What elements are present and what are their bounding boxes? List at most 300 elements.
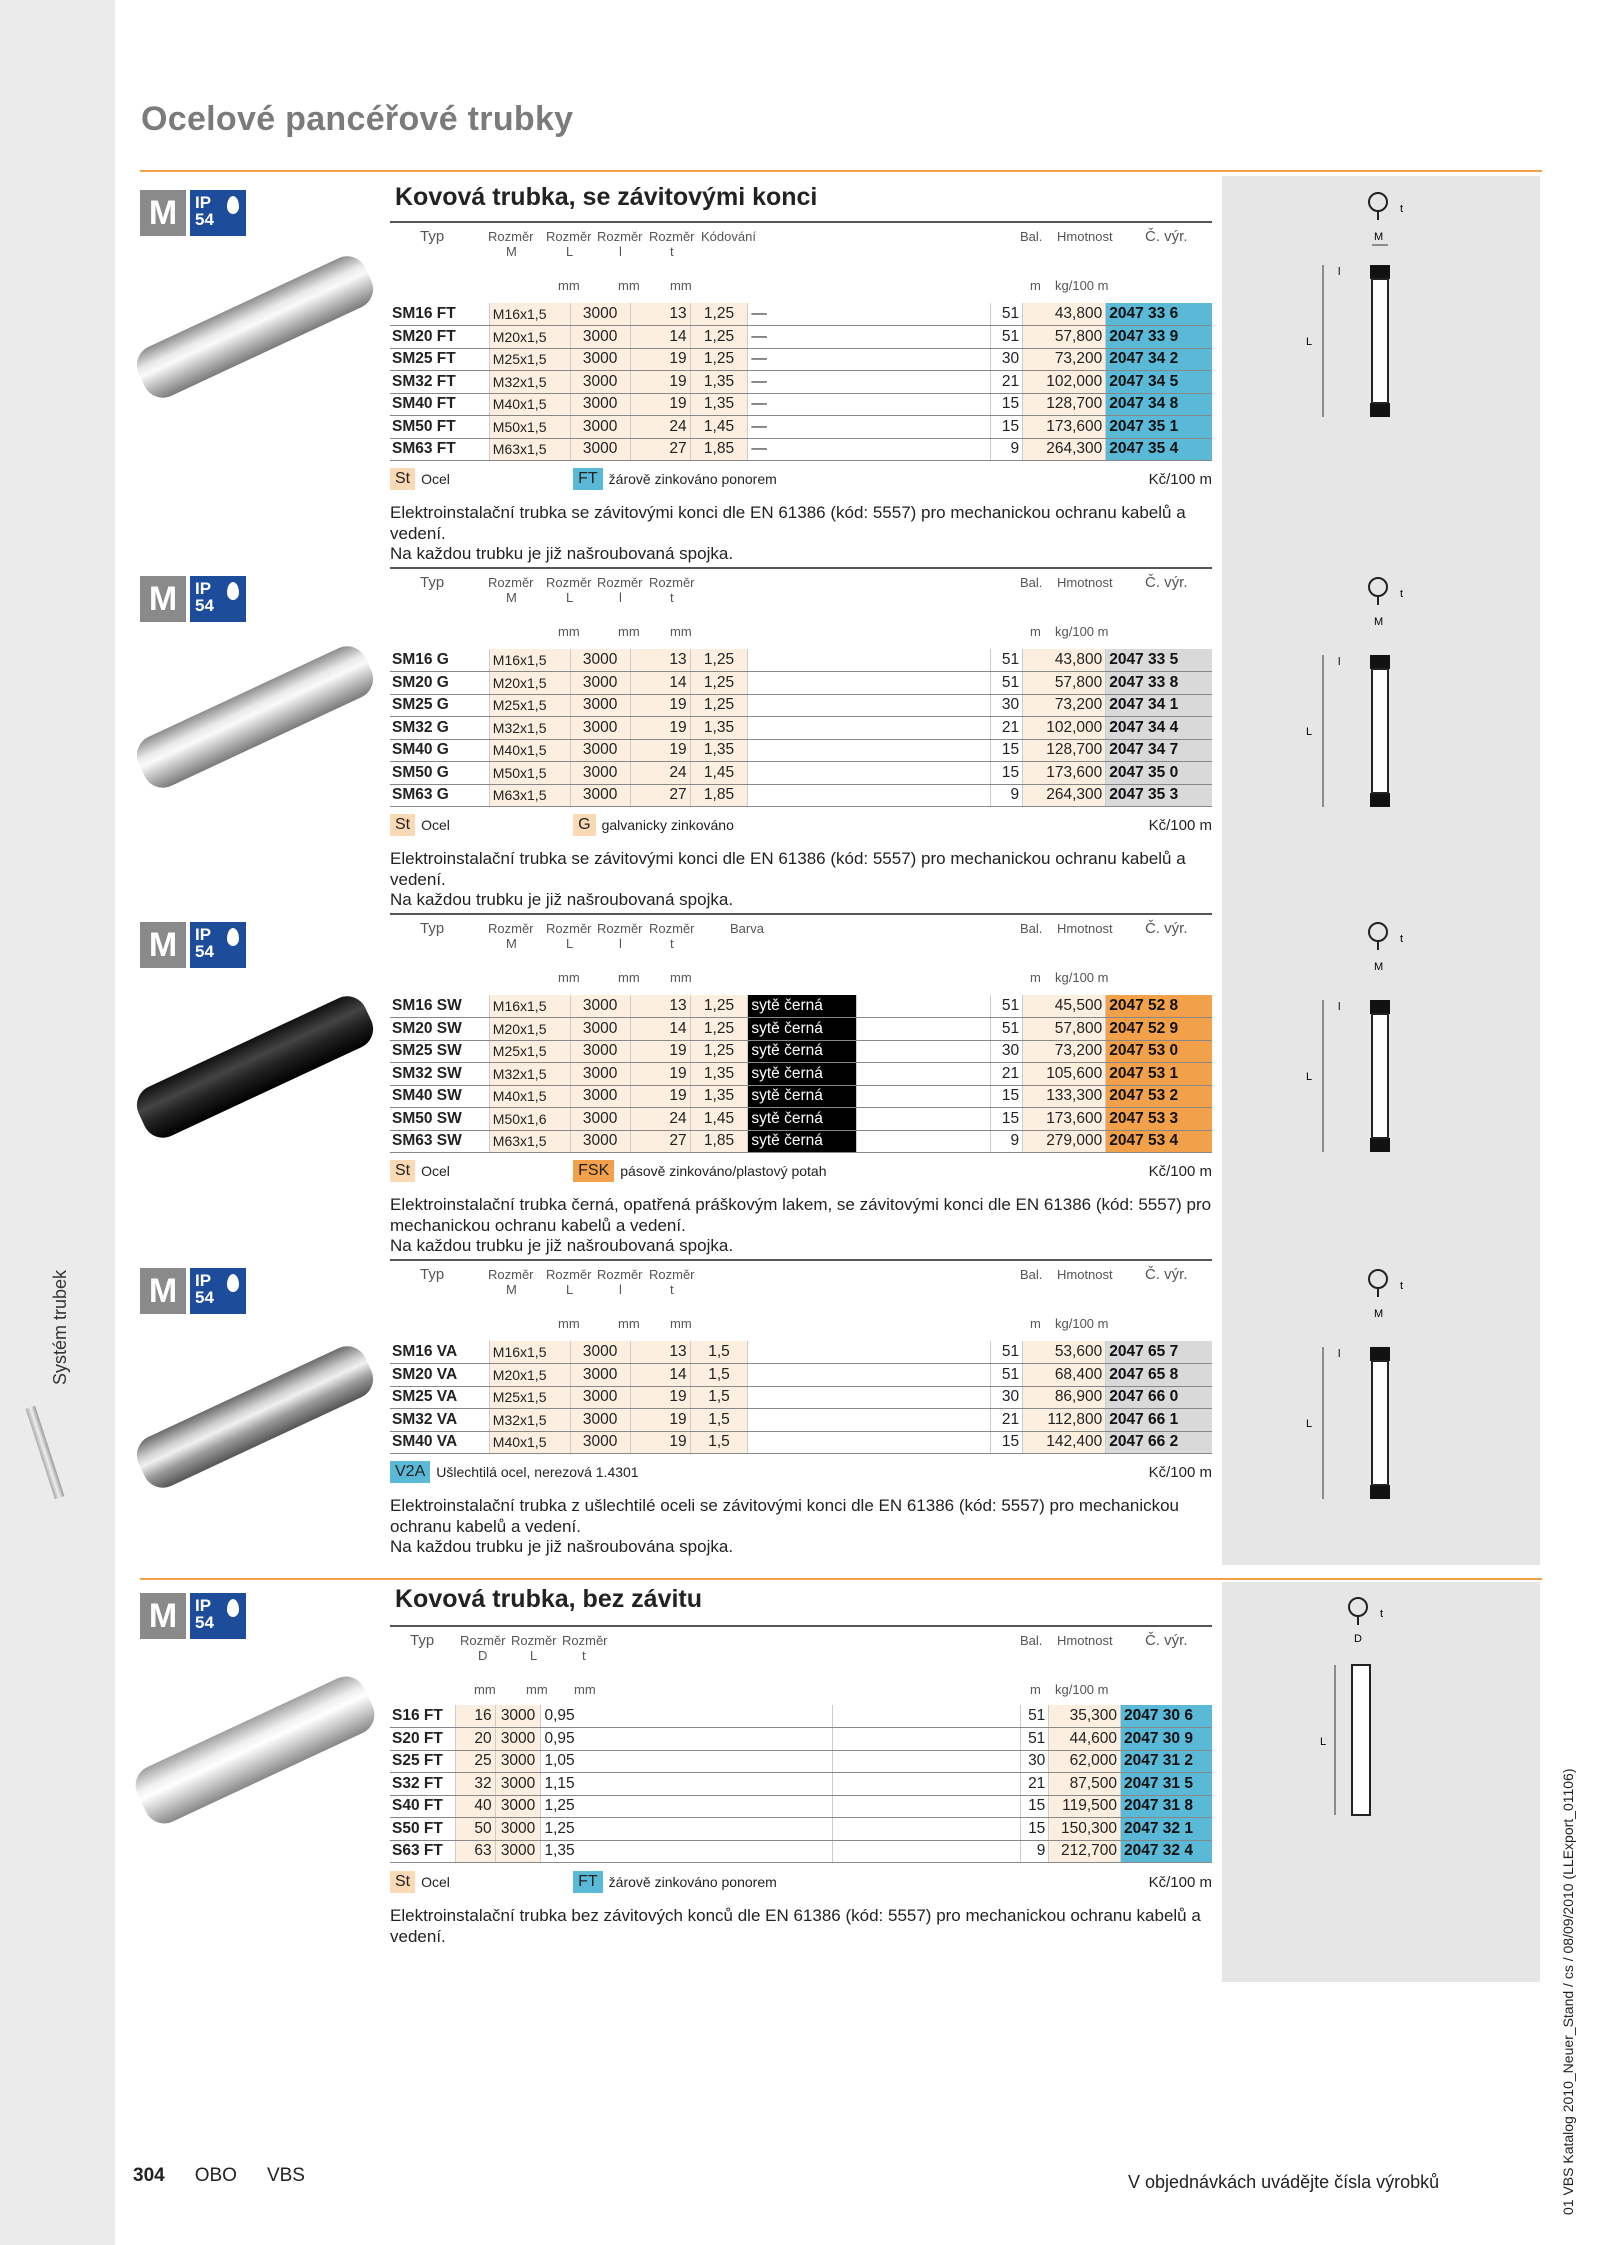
table-row (390, 1728, 1212, 1751)
table-cell: 51 (990, 1341, 1022, 1364)
table-cell: 3000 (495, 1795, 541, 1818)
table-cell: 43,800 (1023, 303, 1106, 326)
material-tag: St (390, 1871, 415, 1893)
table-cell: 128,700 (1023, 739, 1106, 762)
m-badge: M (140, 576, 186, 622)
price-unit: Kč/100 m (1148, 470, 1212, 488)
table-cell (832, 1840, 1021, 1863)
table-cell: — (748, 416, 990, 439)
table-cell: 3000 (570, 1341, 630, 1364)
table-cell: — (748, 393, 990, 416)
material-label: Ocel (421, 471, 450, 487)
m-badge: M (140, 1593, 186, 1639)
table-cell: 21 (990, 1063, 1022, 1086)
table-cell: 15 (990, 739, 1022, 762)
table-cell: 2047 33 8 (1106, 672, 1212, 695)
table-cell: 51 (1021, 1728, 1049, 1751)
table-cell: M16x1,5 (489, 995, 570, 1018)
table-cell: M32x1,5 (489, 371, 570, 394)
table-cell: M20x1,5 (489, 672, 570, 695)
table-cell: M40x1,5 (489, 393, 570, 416)
table-cell: 51 (990, 1018, 1022, 1041)
table-cell: 1,35 (690, 717, 748, 740)
table-cell: 3000 (495, 1773, 541, 1796)
m-badge: M (140, 922, 186, 968)
catalog-note: 01 VBS Katalog 2010_Neuer_Stand / cs / 08/09/2010 (LLExport_01106) (1560, 1768, 1576, 2215)
table-cell: 15 (1021, 1818, 1049, 1841)
table-cell: 1,25 (690, 1018, 748, 1041)
table-cell: 2047 53 1 (1106, 1063, 1212, 1086)
table-cell: 57,800 (1023, 1018, 1106, 1041)
table-cell: 1,5 (690, 1386, 748, 1409)
table-row (390, 1409, 1212, 1432)
table-cell: 15 (990, 762, 1022, 785)
table-cell (856, 995, 990, 1018)
table-row (390, 649, 1212, 672)
table-cell: 1,35 (541, 1840, 832, 1863)
table-cell: 112,800 (1023, 1409, 1106, 1432)
table-cell: sytě černá (748, 1063, 857, 1086)
table-cell (748, 762, 990, 785)
description: Elektroinstalační trubka z ušlechtilé oceli se závitovými konci dle EN 61386 (kód: 5557) pro mechanickou ochranu kabelů a vedení. Na každou trubku je již našroubována spojka. (390, 1496, 1180, 1556)
table-cell: 19 (630, 1085, 690, 1108)
table-cell: 2047 34 4 (1106, 717, 1212, 740)
table-cell: 128,700 (1023, 393, 1106, 416)
table-cell: 73,200 (1023, 348, 1106, 371)
ip-badge: IP 54 (190, 576, 246, 622)
table-cell: M25x1,5 (489, 1040, 570, 1063)
table-row (390, 717, 1212, 740)
table-cell: 1,25 (690, 326, 748, 349)
table-cell: M40x1,5 (489, 1431, 570, 1454)
pipe-image-g (130, 640, 379, 795)
table-cell: 2047 65 7 (1106, 1341, 1212, 1364)
table-cell: 1,5 (690, 1431, 748, 1454)
table-cell: 3000 (570, 1018, 630, 1041)
table-cell: 51 (990, 649, 1022, 672)
table-cell: 19 (630, 371, 690, 394)
table-cell: SM40 FT (390, 393, 489, 416)
table-cell: 2047 52 8 (1106, 995, 1212, 1018)
table-cell: M63x1,5 (489, 784, 570, 807)
table-cell: SM16 SW (390, 995, 489, 1018)
finish-tag: G (573, 814, 595, 836)
table-cell: 3000 (570, 393, 630, 416)
table-cell: SM40 SW (390, 1085, 489, 1108)
table-cell: — (748, 326, 990, 349)
table-cell: 19 (630, 717, 690, 740)
table-cell: SM63 FT (390, 438, 489, 461)
table-cell: 2047 35 3 (1106, 784, 1212, 807)
table-cell: 1,25 (690, 694, 748, 717)
dim-l: L (1320, 1736, 1327, 1748)
table-cell: 3000 (570, 1130, 630, 1153)
table-cell: M63x1,5 (489, 1130, 570, 1153)
footer-left (133, 2165, 305, 2187)
table-row (390, 762, 1212, 785)
table-cell: 19 (630, 393, 690, 416)
table-cell: 21 (990, 717, 1022, 740)
technical-drawing (1290, 915, 1440, 1175)
table-cell: SM20 VA (390, 1364, 489, 1387)
table-cell: 1,85 (690, 438, 748, 461)
description: Elektroinstalační trubka se závitovými konci dle EN 61386 (kód: 5557) pro mechanickou ochranu kabelů a vedení. Na každou trubku je již našroubovaná spojka. (390, 849, 1186, 909)
table-row (390, 1018, 1212, 1041)
price-unit: Kč/100 m (1148, 1162, 1212, 1180)
dim-t: t (1400, 588, 1404, 600)
table-row (390, 1840, 1212, 1863)
table-cell: 1,35 (690, 371, 748, 394)
water-drop-icon (227, 1599, 239, 1617)
table-cell: 2047 31 8 (1121, 1795, 1213, 1818)
table-cell: SM63 SW (390, 1130, 489, 1153)
table-row (390, 1750, 1212, 1773)
table-cell: 3000 (570, 348, 630, 371)
legend-row (390, 1871, 1212, 1893)
pipe-image-va (130, 1340, 379, 1495)
table-cell: M63x1,5 (489, 438, 570, 461)
table-cell: 2047 33 5 (1106, 649, 1212, 672)
table-cell: M20x1,5 (489, 1018, 570, 1041)
table-cell (748, 694, 990, 717)
table-cell: 105,600 (1023, 1063, 1106, 1086)
table-cell: 15 (990, 1431, 1022, 1454)
product-badge (140, 190, 246, 236)
table-cell: 2047 33 9 (1106, 326, 1212, 349)
table-cell: 2047 35 1 (1106, 416, 1212, 439)
table-row (390, 1386, 1212, 1409)
table-cell (748, 784, 990, 807)
table-cell: S16 FT (390, 1705, 456, 1728)
dim-t: t (1400, 933, 1404, 945)
water-drop-icon (227, 196, 239, 214)
table-header: Typ Rozměr M Rozměr L Rozměr l Rozměr t Bal. Hmotnost Č. výr. mm mm mm m kg/100 m (420, 1266, 1188, 1331)
table-row (390, 1108, 1212, 1131)
table-cell: 2047 66 1 (1106, 1409, 1212, 1432)
table-cell: 3000 (570, 1063, 630, 1086)
table-cell: 0,95 (541, 1705, 832, 1728)
dim-l: L (1306, 1071, 1313, 1083)
table-cell: SM32 SW (390, 1063, 489, 1086)
table-cell: 1,5 (690, 1341, 748, 1364)
table-cell: 3000 (570, 995, 630, 1018)
table-cell: 14 (630, 1018, 690, 1041)
table-cell: M25x1,5 (489, 694, 570, 717)
table-cell: 3000 (570, 1108, 630, 1131)
table-cell: 0,95 (541, 1728, 832, 1751)
table-header: Typ Rozměr M Rozměr L Rozměr l Rozměr t Bal. Hmotnost Č. výr. mm mm mm m kg/100 m (420, 574, 1188, 639)
table-cell: 86,900 (1023, 1386, 1106, 1409)
table-cell: M20x1,5 (489, 1364, 570, 1387)
table-cell: 14 (630, 326, 690, 349)
table-cell: 1,25 (541, 1818, 832, 1841)
table-cell: M40x1,5 (489, 739, 570, 762)
dim-m: M (1374, 231, 1384, 243)
table-cell: SM32 FT (390, 371, 489, 394)
table-row (390, 348, 1212, 371)
table-cell: 51 (990, 303, 1022, 326)
table-cell: M16x1,5 (489, 649, 570, 672)
table-cell: M25x1,5 (489, 348, 570, 371)
table-cell: 3000 (570, 326, 630, 349)
table-cell: 173,600 (1023, 416, 1106, 439)
table-cell (748, 672, 990, 695)
table-cell: 3000 (570, 1409, 630, 1432)
table-cell: 24 (630, 416, 690, 439)
table-cell: 14 (630, 672, 690, 695)
table-header: Typ Rozměr M Rozměr L Rozměr l Rozměr t Kódování Bal. Hmotnost Č. výr. mm mm mm m kg/100 m (420, 228, 1188, 293)
table-cell: 19 (630, 694, 690, 717)
table-cell: — (748, 348, 990, 371)
table-cell: 9 (1021, 1840, 1049, 1863)
product-table (390, 649, 1212, 807)
table-cell (832, 1750, 1021, 1773)
material-tag: St (390, 1160, 415, 1182)
table-cell: 21 (1021, 1773, 1049, 1796)
table-cell: SM25 VA (390, 1386, 489, 1409)
table-cell: 3000 (570, 371, 630, 394)
technical-drawing (1290, 185, 1440, 445)
table-cell (832, 1773, 1021, 1796)
table-cell: 1,25 (541, 1795, 832, 1818)
table-cell: 19 (630, 348, 690, 371)
table-cell: 19 (630, 1063, 690, 1086)
page-title: Ocelové pancéřové trubky (141, 100, 574, 138)
table-cell: 1,25 (690, 672, 748, 695)
table-cell: 1,35 (690, 739, 748, 762)
table-cell: 87,500 (1049, 1773, 1121, 1796)
table-row (390, 371, 1212, 394)
dim-l: L (1306, 336, 1313, 348)
table-cell: 173,600 (1023, 1108, 1106, 1131)
dim-m: M (1374, 1308, 1384, 1320)
table-cell: 57,800 (1023, 326, 1106, 349)
table-row (390, 1085, 1212, 1108)
header-rule (390, 1625, 1212, 1627)
finish-tag: FT (573, 468, 603, 490)
table-row (390, 1773, 1212, 1796)
table-cell: SM32 G (390, 717, 489, 740)
product-badge (140, 1268, 246, 1314)
table-cell: 16 (456, 1705, 495, 1728)
table-cell: 73,200 (1023, 1040, 1106, 1063)
water-drop-icon (227, 582, 239, 600)
table-cell: 51 (990, 1364, 1022, 1387)
table-cell: M32x1,5 (489, 1063, 570, 1086)
table-row (390, 784, 1212, 807)
table-cell: 19 (630, 1431, 690, 1454)
table-cell (748, 649, 990, 672)
table-cell: sytě černá (748, 1130, 857, 1153)
table-cell: 2047 35 4 (1106, 438, 1212, 461)
product-badge (140, 922, 246, 968)
table-cell: 73,200 (1023, 694, 1106, 717)
table-cell: 25 (456, 1750, 495, 1773)
dim-d: D (1354, 1633, 1362, 1645)
table-cell: 13 (630, 995, 690, 1018)
section-rule (140, 1578, 1542, 1580)
description: Elektroinstalační trubka černá, opatřená práškovým lakem, se závitovými konci dle EN 61386 (kód: 5557) pro mechanickou ochranu kabelů a vedení. Na každou trubku je již našroubovaná spojka. (390, 1195, 1212, 1255)
material-tag: V2A (390, 1461, 430, 1483)
dim-m: M (1374, 616, 1384, 628)
table-row (390, 995, 1212, 1018)
table-cell: 1,25 (690, 1040, 748, 1063)
table-cell: 68,400 (1023, 1364, 1106, 1387)
pipe-image-ft (130, 250, 379, 405)
table-cell: SM25 G (390, 694, 489, 717)
table-row (390, 1130, 1212, 1153)
table-cell (856, 1040, 990, 1063)
price-unit: Kč/100 m (1148, 816, 1212, 834)
table-cell: — (748, 371, 990, 394)
table-cell: 1,45 (690, 1108, 748, 1131)
table-row (390, 1341, 1212, 1364)
table-cell: 50 (456, 1818, 495, 1841)
finish-label: žárově zinkováno ponorem (608, 1874, 777, 1890)
table-row (390, 672, 1212, 695)
table-cell (748, 1431, 990, 1454)
table-cell: 2047 34 1 (1106, 694, 1212, 717)
table-cell: 212,700 (1049, 1840, 1121, 1863)
finish-label: žárově zinkováno ponorem (608, 471, 777, 487)
table-cell: SM32 VA (390, 1409, 489, 1432)
header-rule (390, 567, 1212, 569)
table-cell: 2047 31 2 (1121, 1750, 1213, 1773)
table-cell: 2047 65 8 (1106, 1364, 1212, 1387)
table-cell: 13 (630, 649, 690, 672)
dim-i: l (1338, 1001, 1341, 1013)
table-cell (856, 1108, 990, 1131)
table-cell: 9 (990, 784, 1022, 807)
section-title: Kovová trubka, se závitovými konci (395, 183, 818, 211)
footer-note: V objednávkách uvádějte čísla výrobků (1128, 2172, 1440, 2192)
finish-tag: FT (573, 1871, 603, 1893)
table-cell: 3000 (570, 694, 630, 717)
table-cell (748, 1409, 990, 1432)
table-cell: 15 (990, 1085, 1022, 1108)
table-cell: 1,15 (541, 1773, 832, 1796)
table-cell: 3000 (495, 1728, 541, 1751)
technical-drawing (1290, 570, 1440, 830)
price-unit: Kč/100 m (1148, 1873, 1212, 1891)
footer-brand: VBS (266, 2165, 305, 2186)
header-rule (390, 1259, 1212, 1261)
table-cell: 1,45 (690, 762, 748, 785)
table-cell: 1,35 (690, 1085, 748, 1108)
table-cell: 2047 30 9 (1121, 1728, 1213, 1751)
table-cell: 30 (990, 1386, 1022, 1409)
legend-row (390, 1461, 1212, 1483)
table-cell: 1,35 (690, 1063, 748, 1086)
table-cell: 9 (990, 1130, 1022, 1153)
dim-t: t (1380, 1608, 1384, 1620)
product-table (390, 1705, 1212, 1863)
table-cell: sytě černá (748, 1018, 857, 1041)
left-sidebar (0, 0, 115, 2245)
section-title: Kovová trubka, bez závitu (395, 1585, 703, 1613)
table-cell: 2047 34 5 (1106, 371, 1212, 394)
table-cell: 3000 (570, 717, 630, 740)
table-cell: 2047 30 6 (1121, 1705, 1213, 1728)
table-cell: SM16 VA (390, 1341, 489, 1364)
dim-t: t (1400, 203, 1404, 215)
table-cell: 27 (630, 438, 690, 461)
table-cell: 119,500 (1049, 1795, 1121, 1818)
finish-label: pásově zinkováno/plastový potah (620, 1163, 827, 1179)
table-cell: SM40 VA (390, 1431, 489, 1454)
table-header: Typ Rozměr D Rozměr L Rozměr t Bal. Hmotnost Č. výr. mm mm mm m kg/100 m (410, 1632, 1188, 1697)
table-cell: S32 FT (390, 1773, 456, 1796)
table-cell: 150,300 (1049, 1818, 1121, 1841)
table-cell: 15 (990, 416, 1022, 439)
material-label: Ocel (421, 817, 450, 833)
dim-i: l (1338, 656, 1341, 668)
table-cell: 9 (990, 438, 1022, 461)
table-cell: SM20 G (390, 672, 489, 695)
table-cell: 51 (990, 672, 1022, 695)
table-cell: 63 (456, 1840, 495, 1863)
table-row (390, 1431, 1212, 1454)
table-cell: S50 FT (390, 1818, 456, 1841)
price-unit: Kč/100 m (1148, 1463, 1212, 1481)
table-cell: M50x1,5 (489, 416, 570, 439)
table-cell: 2047 66 2 (1106, 1431, 1212, 1454)
table-cell: 3000 (570, 1040, 630, 1063)
material-tag: St (390, 468, 415, 490)
ip-badge: IP 54 (190, 1593, 246, 1639)
dim-l: L (1306, 726, 1313, 738)
table-cell: 2047 32 4 (1121, 1840, 1213, 1863)
table-cell (856, 1063, 990, 1086)
product-badge (140, 1593, 246, 1639)
finish-label: galvanicky zinkováno (601, 817, 734, 833)
table-cell: 35,300 (1049, 1705, 1121, 1728)
table-cell: 57,800 (1023, 672, 1106, 695)
table-cell: 19 (630, 1040, 690, 1063)
table-cell: 40 (456, 1795, 495, 1818)
table-cell (832, 1728, 1021, 1751)
table-cell: 21 (990, 371, 1022, 394)
table-row (390, 393, 1212, 416)
dim-t: t (1400, 1280, 1404, 1292)
table-cell: 2047 34 7 (1106, 739, 1212, 762)
table-cell: 3000 (570, 1431, 630, 1454)
table-cell: 20 (456, 1728, 495, 1751)
table-cell: 2047 33 6 (1106, 303, 1212, 326)
table-cell: 51 (1021, 1705, 1049, 1728)
table-cell: 3000 (495, 1750, 541, 1773)
material-tag: St (390, 814, 415, 836)
table-cell: 3000 (495, 1840, 541, 1863)
description: Elektroinstalační trubka se závitovými konci dle EN 61386 (kód: 5557) pro mechanickou ochranu kabelů a vedení. Na každou trubku je již našroubovaná spojka. (390, 503, 1186, 563)
table-cell: 19 (630, 1386, 690, 1409)
legend-row (390, 468, 1212, 490)
table-cell: sytě černá (748, 1108, 857, 1131)
table-cell: 27 (630, 784, 690, 807)
table-cell: 15 (990, 393, 1022, 416)
m-badge: M (140, 1268, 186, 1314)
table-row (390, 416, 1212, 439)
table-row (390, 1040, 1212, 1063)
m-badge: M (140, 190, 186, 236)
table-cell: 3000 (570, 1386, 630, 1409)
table-cell: SM20 FT (390, 326, 489, 349)
table-cell: 1,85 (690, 784, 748, 807)
table-cell: M16x1,5 (489, 1341, 570, 1364)
table-cell: 62,000 (1049, 1750, 1121, 1773)
table-cell: 2047 53 3 (1106, 1108, 1212, 1131)
description: Elektroinstalační trubka bez závitových konců dle EN 61386 (kód: 5557) pro mechanickou ochranu kabelů a vedení. (390, 1906, 1201, 1946)
